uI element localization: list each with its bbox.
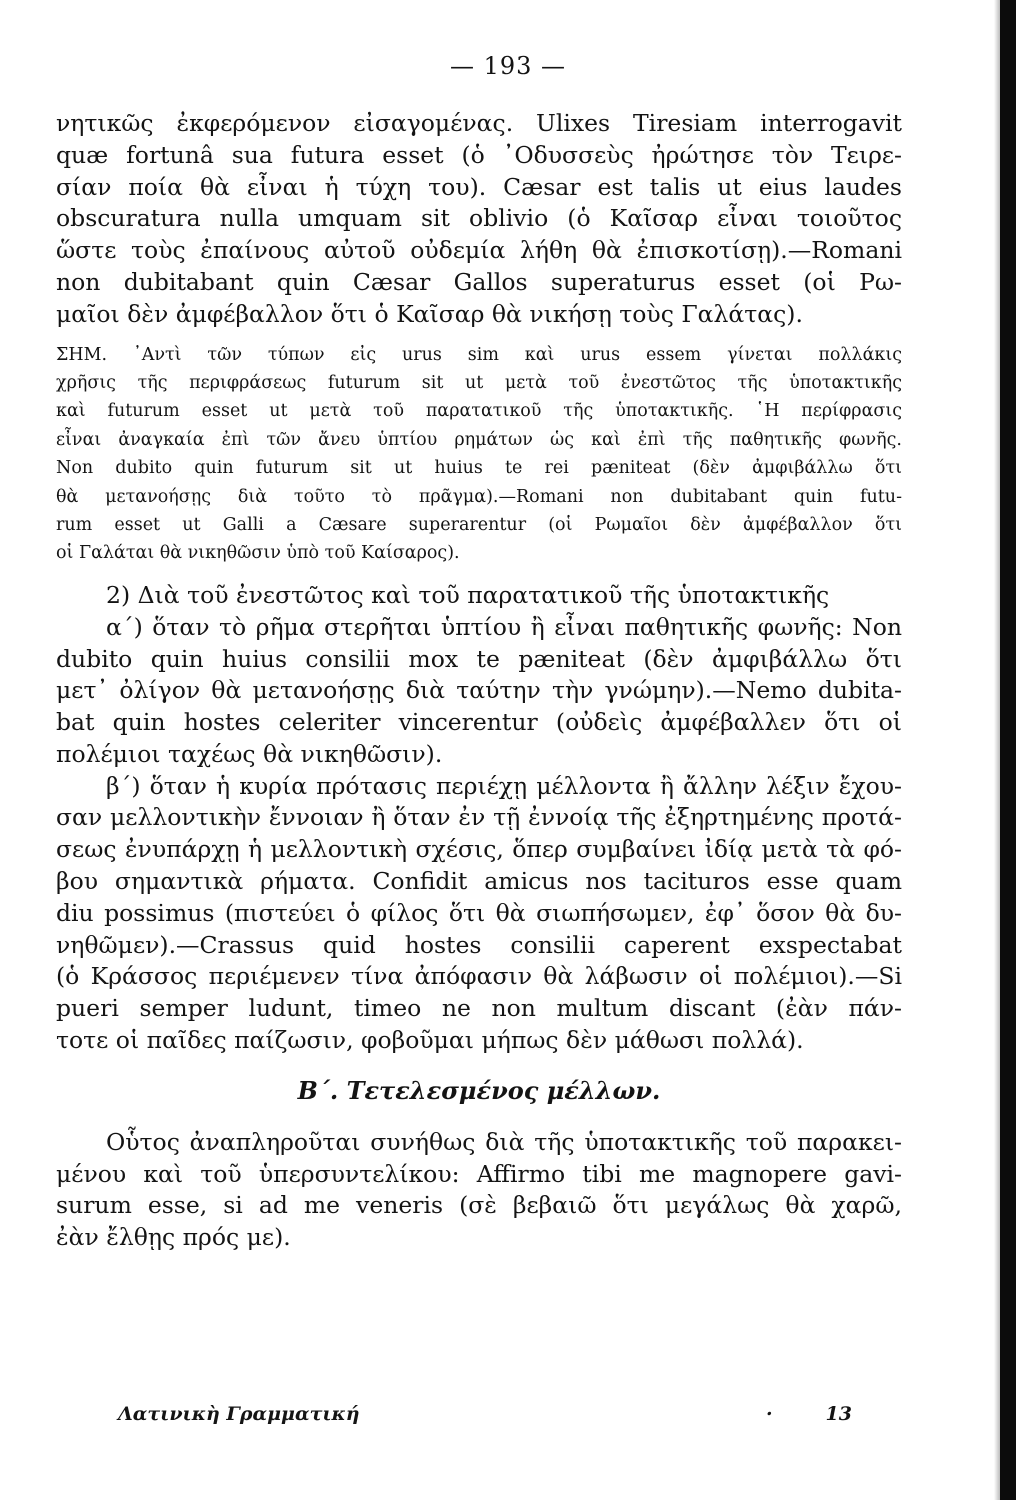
text-line: α΄) ὅταν τὸ ρῆμα στερῆται ὑπτίου ἢ εἶναι παθητικῆς φωνῆς: Non (106, 612, 902, 641)
text-line: bat quin hostes celeriter vincerentur (οὐδεὶς ἀμφέβαλλεν ὅτι οἱ (56, 708, 902, 737)
text-line: σεως ἐνυπάρχῃ ἡ μελλοντικὴ σχέσις, ὅπερ συμβαίνει ἰδίᾳ μετὰ τὰ φό- (56, 835, 902, 864)
note-line: θὰ μετανοήσῃς διὰ τοῦτο τὸ πρᾶγμα).—Romani non dubitabant quin futu- (56, 486, 902, 507)
note-line: Non dubito quin futurum sit ut huius te rei pæniteat (δὲν ἀμφιβάλλω ὅτι (56, 458, 902, 479)
note-line: χρῆσις τῆς περιφράσεως futurum sit ut μετὰ τοῦ ἐνεστῶτος τῆς ὑποτακτικῆς (56, 372, 902, 393)
note-line: rum esset ut Galli a Cæsare superarentur (οἱ Ρωμαῖοι δὲν ἀμφέβαλλον ὅτι (56, 514, 902, 535)
page-body (56, 108, 902, 1254)
text-line: quæ fortunâ sua futura esset (ὁ ᾿Οδυσσεὺς ἠρώτησε τὸν Τειρε- (56, 140, 902, 169)
paragraph-2a (56, 612, 902, 771)
text-line: ὥστε τοὺς ἐπαίνους αὐτοῦ οὐδεμία λήθη θὰ ἐπισκοτίσῃ).—Romani (56, 236, 902, 265)
text-line: νηθῶμεν).—Crassus quid hostes consilii caperent exspectabat (56, 930, 902, 959)
text-line: dubito quin huius consilii mox te pæniteat (δὲν ἀμφιβάλλω ὅτι (56, 644, 902, 673)
note-line: καὶ futurum esset ut μετὰ τοῦ παρατατικοῦ τῆς ὑποτακτικῆς. ῾Η περίφρασις (56, 401, 902, 422)
text-line: σίαν ποία θὰ εἶναι ἡ τύχη του). Cæsar est talis ut eius laudes (56, 172, 902, 201)
text-line: pueri semper ludunt, timeo ne non multum discant (ἐὰν πάν- (56, 994, 902, 1023)
text-line: βου σημαντικὰ ρήματα. Confidit amicus nos tacituros esse quam (56, 867, 902, 896)
text-line: νητικῶς ἐκφερόμενον εἰσαγομένας. Ulixes Tiresiam interrogavit (56, 109, 902, 137)
text-line: σαν μελλοντικὴν ἔννοιαν ἢ ὅταν ἐν τῇ ἐννοίᾳ τῆς ἐξηρτημένης προτά- (56, 803, 902, 832)
footer-dot: . (766, 1398, 773, 1420)
page-footer (118, 1398, 852, 1430)
text-line: non dubitabant quin Cæsar Gallos superaturus esset (οἱ Ρω- (56, 267, 902, 296)
text-line: Οὗτος ἀναπληροῦται συνήθως διὰ τῆς ὑποτακτικῆς τοῦ παρακει- (106, 1127, 902, 1156)
paragraph-intro (56, 108, 902, 331)
text-line: τοτε οἱ παῖδες παίζωσιν, φοβοῦμαι μήπως δὲν μάθωσι πολλά). (56, 1026, 804, 1055)
paragraph-2b (56, 771, 902, 1057)
note-block (56, 341, 902, 568)
page-number: — 193 — (449, 52, 567, 80)
text-line: (ὁ Κράσσος περιέμενεν τίνα ἀπόφασιν θὰ λάβωσιν οἱ πολέμιοι).—Si (56, 962, 902, 991)
section-2-heading: 2) Διὰ τοῦ ἐνεστῶτος καὶ τοῦ παρατατικοῦ τῆς ὑποτακτικῆς (106, 580, 830, 609)
section-b-heading: Β΄. Τετελεσμένος μέλλων. (297, 1075, 661, 1105)
text-line: μένου καὶ τοῦ ὑπερσυντελίκου: Affirmo tibi me magnopere gavi- (56, 1159, 902, 1188)
text-line: β΄) ὅταν ἡ κυρία πρότασις περιέχῃ μέλλοντα ἢ ἄλλην λέξιν ἔχου- (106, 771, 902, 800)
text-line: ἐὰν ἔλθῃς πρός με). (56, 1223, 291, 1252)
text-line: obscuratura nulla umquam sit oblivio (ὁ Καῖσαρ εἶναι τοιοῦτος (56, 204, 902, 233)
text-line: μαῖοι δὲν ἀμφέβαλλον ὅτι ὁ Καῖσαρ θὰ νικήσῃ τοὺς Γαλάτας). (56, 299, 803, 328)
note-line: εἶναι ἀναγκαία ἐπὶ τῶν ἄνευ ὑπτίου ρημάτων ὡς καὶ ἐπὶ τῆς παθητικῆς φωνῆς. (56, 429, 902, 450)
scan-border (1000, 0, 1016, 1500)
text-line: diu possimus (πιστεύει ὁ φίλος ὅτι θὰ σιωπήσωμεν, ἐφ᾿ ὅσον θὰ δυ- (56, 898, 902, 927)
footer-signature: 13 (825, 1403, 852, 1425)
paragraph-b (56, 1127, 902, 1254)
text-line: surum esse, si ad me veneris (σὲ βεβαιῶ ὅτι μεγάλως θὰ χαρῶ, (56, 1191, 902, 1220)
text-line: πολέμιοι ταχέως θὰ νικηθῶσιν). (56, 739, 443, 768)
footer-book-title: Λατινικὴ Γραμματική (118, 1403, 360, 1425)
text-line: μετ᾿ ὀλίγον θὰ μετανοήσῃς διὰ ταύτην τὴν γνώμην).—Nemo dubita- (56, 676, 902, 705)
note-line: ΣΗΜ. ᾿Αντὶ τῶν τύπων εἰς urus sim καὶ urus essem γίνεται πολλάκις (56, 344, 902, 365)
note-line: οἱ Γαλάται θὰ νικηθῶσιν ὑπὸ τοῦ Καίσαρος). (56, 543, 460, 564)
